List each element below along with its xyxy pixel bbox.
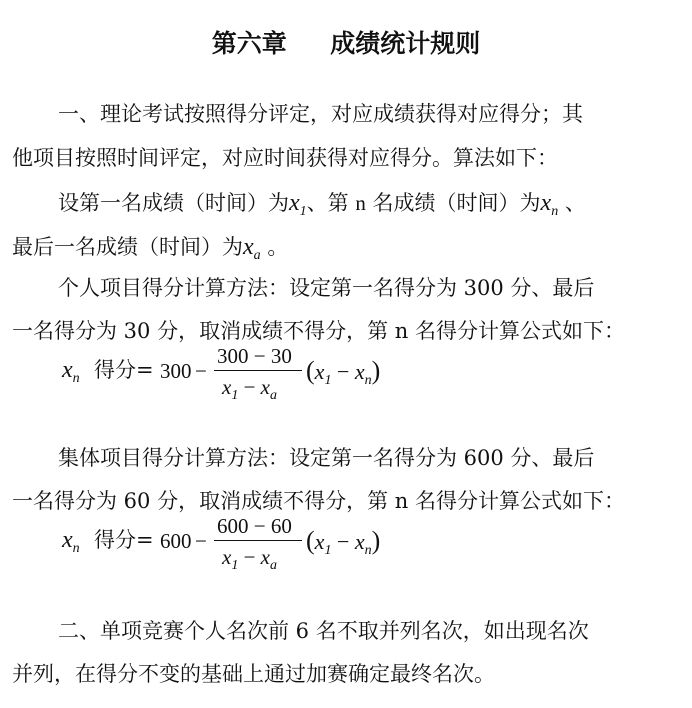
definition-period: 。 xyxy=(267,235,289,259)
page-title: 第六章 成绩统计规则 xyxy=(211,29,481,58)
n-symbol: n xyxy=(355,191,366,215)
definition-line-2 xyxy=(12,234,289,263)
fraction-bar xyxy=(214,370,302,371)
individual-line-1: 个人项目得分计算方法：设定第一名得分为 300 分、最后 xyxy=(58,276,595,300)
xa-symbol: $x_a$ xyxy=(243,234,261,263)
formula-label: 得分= xyxy=(94,358,154,382)
formula-label: 得分= xyxy=(94,528,154,552)
formula-factor: $(x_1 - x_n)$ xyxy=(306,356,381,388)
formula-factor: $(x_1 - x_n)$ xyxy=(306,526,381,558)
group-line-1: 集体项目得分计算方法：设定第一名得分为 600 分、最后 xyxy=(58,446,595,470)
formula-denominator: $x_1 - x_a$ xyxy=(222,375,277,403)
rule-2-line-2: 并列，在得分不变的基础上通过加赛确定最终名次。 xyxy=(12,662,495,686)
x1-symbol: $x_1$ xyxy=(289,190,307,219)
formula-denominator: $x_1 - x_a$ xyxy=(222,545,277,573)
definition-nth-text: 名成绩（时间）为 xyxy=(372,191,541,215)
xn-symbol: $x_n$ xyxy=(540,190,559,219)
formula-numerator: 600 − 60 xyxy=(217,514,292,538)
formula-xn: $x_n$ xyxy=(62,357,80,386)
group-line-2: 一名得分为 60 分，取消成绩不得分，第 n 名得分计算公式如下： xyxy=(12,489,625,513)
individual-line-2: 一名得分为 30 分，取消成绩不得分，第 n 名得分计算公式如下： xyxy=(12,319,625,343)
formula-minus: − xyxy=(195,529,207,553)
formula-minus: − xyxy=(195,359,207,383)
rule-1-line-1: 一、理论考试按照得分评定，对应成绩获得对应得分；其 xyxy=(58,102,583,126)
definition-last-text: 最后一名成绩（时间）为 xyxy=(12,235,243,259)
formula-base: 300 xyxy=(160,359,192,383)
rule-2-line-1: 二、单项竞赛个人名次前 6 名不取并列名次，如出现名次 xyxy=(58,619,589,643)
definition-comma: 、 xyxy=(564,191,586,215)
definition-first-text: 设第一名成绩（时间）为 xyxy=(58,191,289,215)
definition-sep: 、第 xyxy=(306,191,349,215)
formula-base: 600 xyxy=(160,529,192,553)
fraction-bar xyxy=(214,540,302,541)
definition-line-1 xyxy=(58,190,586,219)
rule-1-line-2: 他项目按照时间评定，对应时间获得对应得分。算法如下： xyxy=(12,146,558,170)
formula-xn: $x_n$ xyxy=(62,527,80,556)
formula-numerator: 300 − 30 xyxy=(217,344,292,368)
